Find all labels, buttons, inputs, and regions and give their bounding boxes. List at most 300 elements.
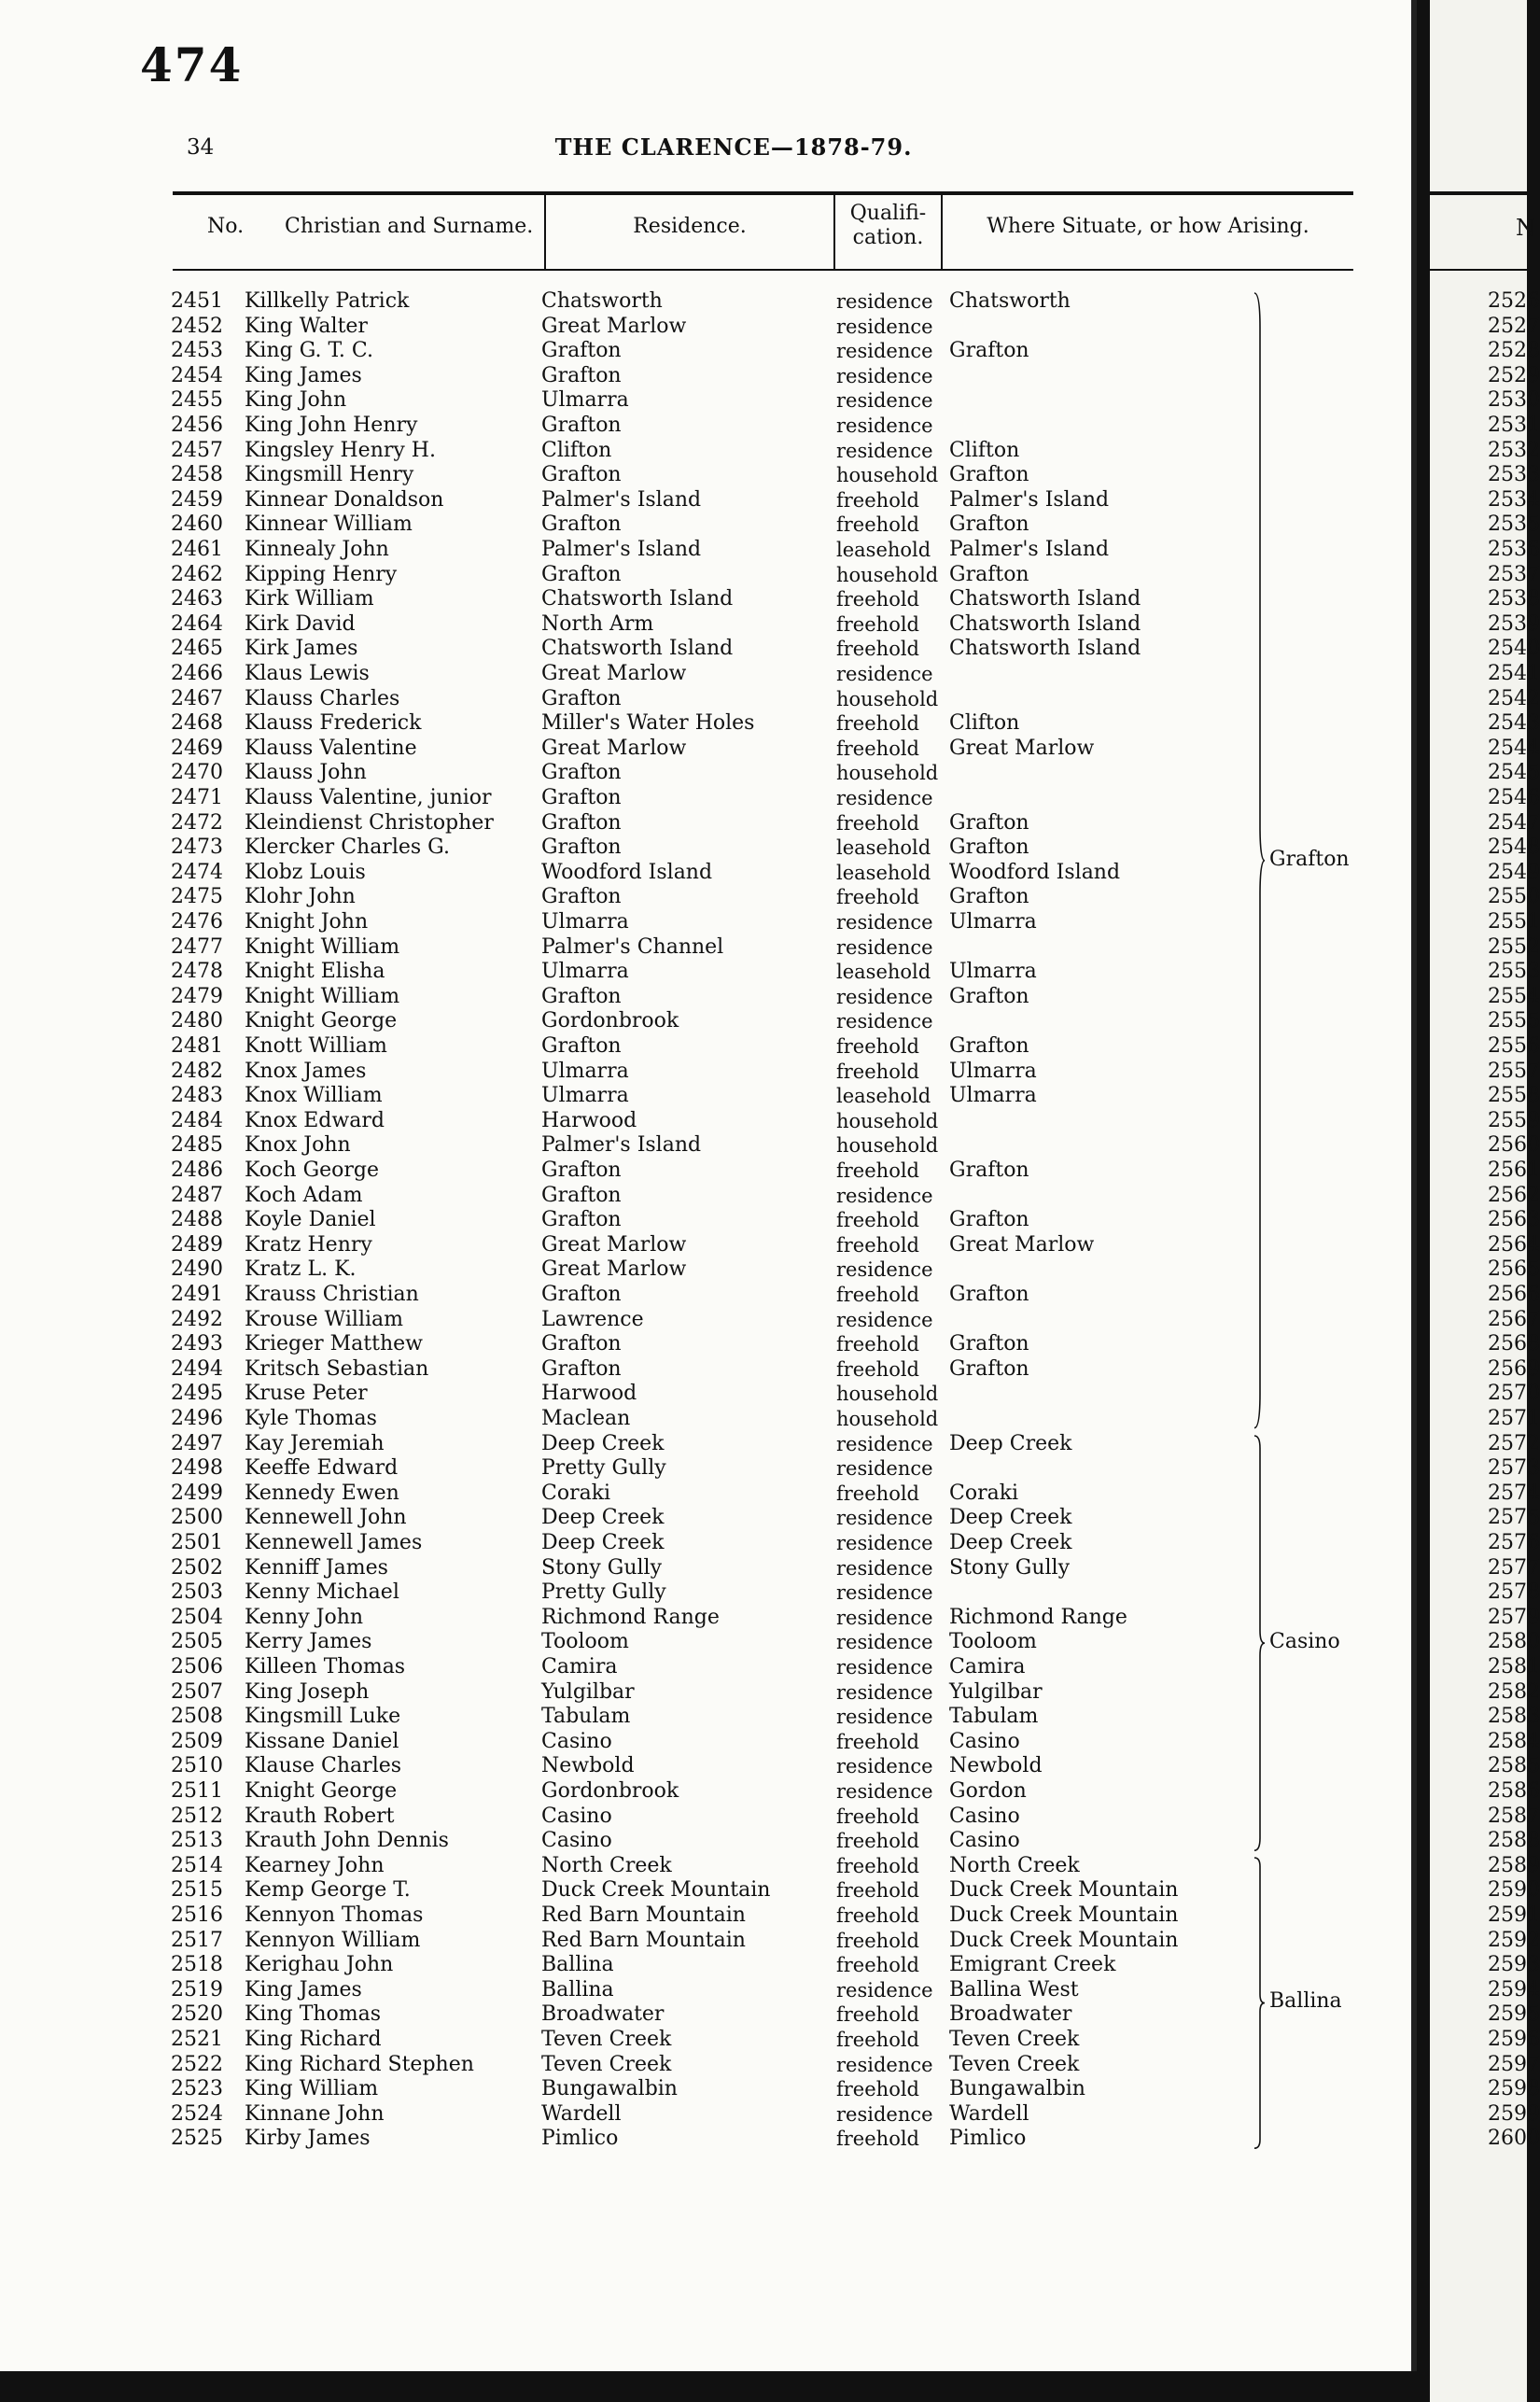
edge-bottom-rule: [1430, 269, 1527, 271]
residence: Grafton: [541, 363, 622, 387]
district-label: Casino: [1269, 1629, 1340, 1653]
qualification: freehold: [836, 1929, 919, 1952]
where-situate: Ulmarra: [949, 1059, 1037, 1083]
qualification: leasehold: [836, 1085, 931, 1108]
row-number: 2472: [171, 810, 223, 835]
where-situate: Gordon: [949, 1779, 1027, 1803]
elector-name: King William: [245, 2077, 379, 2101]
where-situate: Grafton: [949, 1208, 1029, 1232]
elector-name: Knox Edward: [245, 1108, 385, 1132]
elector-name: King Thomas: [245, 2002, 382, 2027]
qualification: household: [836, 1408, 939, 1430]
residence: Duck Creek Mountain: [541, 1878, 771, 1903]
edge-row-number: 2526: [1488, 289, 1540, 313]
row-number: 2466: [171, 662, 223, 685]
where-situate: Grafton: [949, 1332, 1029, 1356]
edge-row-number: 2529: [1488, 363, 1540, 387]
where-situate: Grafton: [949, 836, 1029, 860]
row-number: 2451: [171, 289, 223, 313]
row-number: 2486: [171, 1159, 223, 1182]
edge-row-number: 2595: [1488, 2002, 1540, 2027]
residence: Woodford Island: [541, 860, 713, 884]
qualification: freehold: [836, 612, 919, 636]
residence: Ulmarra: [541, 1059, 629, 1083]
elector-name: Knox John: [245, 1133, 351, 1158]
header-top-rule: [173, 191, 1353, 195]
qualification: freehold: [836, 2078, 919, 2101]
where-situate: Ulmarra: [949, 910, 1037, 934]
elector-name: Kirk David: [245, 611, 356, 636]
edge-row-number: 2592: [1488, 1928, 1540, 1952]
elector-name: Klaus Lewis: [245, 662, 370, 685]
header-where: Where Situate, or how Arising.: [987, 215, 1309, 238]
residence: North Arm: [541, 611, 654, 636]
qualification: household: [836, 1134, 939, 1158]
elector-name: Kinnane John: [245, 2101, 385, 2126]
residence: Pretty Gully: [541, 1580, 666, 1605]
edge-row-number: 2578: [1488, 1580, 1540, 1605]
row-number: 2518: [171, 1953, 223, 1977]
elector-name: Kipping Henry: [245, 562, 398, 586]
page-number: 474: [140, 37, 244, 92]
row-number: 2483: [171, 1084, 223, 1108]
row-number: 2525: [171, 2127, 223, 2151]
qualification: freehold: [836, 1035, 919, 1058]
qualification: household: [836, 1383, 939, 1406]
edge-row-number: 2568: [1488, 1332, 1540, 1356]
residence: Coraki: [541, 1481, 611, 1505]
elector-name: Kennewell James: [245, 1531, 423, 1554]
residence: Palmer's Island: [541, 538, 702, 561]
qualification: freehold: [836, 811, 919, 835]
elector-name: Kennedy Ewen: [245, 1481, 399, 1505]
elector-name: Kinnear William: [245, 513, 413, 537]
row-number: 2519: [171, 1977, 223, 2002]
qualification: freehold: [836, 1209, 919, 1232]
where-situate: Grafton: [949, 1034, 1029, 1058]
row-number: 2508: [171, 1705, 223, 1729]
edge-row-number: 2528: [1488, 339, 1540, 363]
edge-row-number: 2571: [1488, 1407, 1540, 1430]
where-situate: North Creek: [949, 1853, 1080, 1877]
row-number: 2507: [171, 1679, 223, 1704]
edge-row-number: 2587: [1488, 1804, 1540, 1828]
edge-row-number: 2589: [1488, 1853, 1540, 1877]
elector-name: Klauss Valentine, junior: [245, 786, 492, 809]
residence: Grafton: [541, 836, 622, 860]
edge-row-number: 2547: [1488, 810, 1540, 835]
where-situate: Deep Creek: [949, 1531, 1072, 1554]
residence: Wardell: [541, 2101, 622, 2126]
header-name: Christian and Surname.: [285, 215, 534, 238]
residence: Grafton: [541, 414, 622, 437]
residence: Clifton: [541, 438, 612, 462]
elector-name: Kratz Henry: [245, 1232, 372, 1257]
qualification: residence: [836, 1432, 933, 1455]
edge-row-number: 2551: [1488, 910, 1540, 934]
residence: Ulmarra: [541, 910, 629, 934]
where-situate: Grafton: [949, 463, 1029, 487]
qualification: residence: [836, 414, 933, 437]
residence: Red Barn Mountain: [541, 1928, 746, 1952]
row-number: 2476: [171, 910, 223, 934]
qualification: freehold: [836, 2003, 919, 2027]
district-brace: [1253, 293, 1266, 1428]
residence: Yulgilbar: [541, 1679, 635, 1704]
edge-row-number: 2561: [1488, 1159, 1540, 1182]
edge-row-number: 2573: [1488, 1456, 1540, 1481]
where-situate: Wardell: [949, 2101, 1029, 2126]
edge-row-number: 2593: [1488, 1953, 1540, 1977]
where-situate: Coraki: [949, 1481, 1019, 1505]
residence: Pretty Gully: [541, 1456, 666, 1481]
residence: Ballina: [541, 1977, 614, 2002]
row-number: 2512: [171, 1804, 223, 1828]
next-page-edge: [1430, 0, 1540, 2402]
elector-name: Killeen Thomas: [245, 1655, 406, 1679]
row-number: 2496: [171, 1407, 223, 1430]
residence: Pimlico: [541, 2127, 619, 2151]
residence: Grafton: [541, 513, 622, 537]
edge-row-number: 2559: [1488, 1108, 1540, 1132]
edge-row-number: 2558: [1488, 1084, 1540, 1108]
row-number: 2471: [171, 786, 223, 809]
qualification: freehold: [836, 1879, 919, 1903]
elector-name: Klauss Frederick: [245, 711, 422, 736]
row-number: 2495: [171, 1382, 223, 1406]
residence: Ballina: [541, 1953, 614, 1977]
qualification: freehold: [836, 513, 919, 537]
elector-name: King Walter: [245, 314, 368, 338]
where-situate: Tabulam: [949, 1705, 1039, 1729]
qualification: freehold: [836, 1482, 919, 1505]
where-situate: Bungawalbin: [949, 2077, 1085, 2101]
where-situate: Casino: [949, 1729, 1020, 1753]
qualification: residence: [836, 1631, 933, 1654]
where-situate: Emigrant Creek: [949, 1953, 1116, 1977]
qualification: freehold: [836, 2029, 919, 2051]
row-number: 2470: [171, 761, 223, 785]
elector-name: Kirk William: [245, 587, 374, 611]
residence: Gordonbrook: [541, 1779, 679, 1803]
qualification: freehold: [836, 1233, 919, 1257]
elector-name: Krauth John Dennis: [245, 1829, 449, 1853]
row-number: 2465: [171, 637, 223, 661]
edge-row-number: 2569: [1488, 1356, 1540, 1381]
edge-row-number: 2552: [1488, 934, 1540, 959]
row-number: 2522: [171, 2052, 223, 2076]
qualification: residence: [836, 1507, 933, 1530]
row-number: 2511: [171, 1779, 223, 1803]
edge-row-number: 2565: [1488, 1257, 1540, 1282]
edge-top-rule: [1430, 191, 1527, 195]
row-number: 2473: [171, 836, 223, 860]
elector-name: Kennyon Thomas: [245, 1903, 424, 1927]
edge-header: N: [1516, 215, 1535, 241]
where-situate: Ballina West: [949, 1977, 1079, 2002]
header-bottom-rule: [173, 269, 1353, 271]
edge-row-number: 2542: [1488, 686, 1540, 710]
elector-name: Klohr John: [245, 885, 356, 909]
where-situate: Newbold: [949, 1754, 1043, 1778]
row-number: 2490: [171, 1257, 223, 1282]
edge-row-number: 2562: [1488, 1183, 1540, 1207]
where-situate: Richmond Range: [949, 1605, 1127, 1629]
qualification: freehold: [836, 2128, 919, 2151]
residence: Camira: [541, 1655, 618, 1679]
where-situate: Clifton: [949, 711, 1020, 736]
elector-name: Kenny Michael: [245, 1580, 399, 1605]
row-number: 2493: [171, 1332, 223, 1356]
elector-name: Kinnealy John: [245, 538, 389, 561]
edge-row-number: 2581: [1488, 1655, 1540, 1679]
edge-row-number: 2534: [1488, 487, 1540, 512]
qualification: household: [836, 563, 939, 586]
where-situate: Teven Creek: [949, 2028, 1080, 2051]
where-situate: Grafton: [949, 513, 1029, 537]
residence: Palmer's Channel: [541, 934, 724, 959]
row-number: 2489: [171, 1232, 223, 1257]
row-number: 2461: [171, 538, 223, 561]
row-number: 2488: [171, 1208, 223, 1232]
elector-name: Kenniff James: [245, 1555, 388, 1580]
qualification: residence: [836, 290, 933, 313]
qualification: residence: [836, 1010, 933, 1033]
edge-row-number: 2539: [1488, 611, 1540, 636]
edge-row-number: 2576: [1488, 1531, 1540, 1554]
header-no: No.: [207, 215, 245, 238]
edge-row-number: 2531: [1488, 414, 1540, 437]
where-situate: Camira: [949, 1655, 1026, 1679]
elector-name: Knight George: [245, 1009, 398, 1033]
qualification: freehold: [836, 638, 919, 661]
where-situate: Great Marlow: [949, 736, 1095, 760]
row-number: 2520: [171, 2002, 223, 2027]
residence: Grafton: [541, 1208, 622, 1232]
district-label: Ballina: [1269, 1989, 1342, 2014]
residence: Teven Creek: [541, 2028, 672, 2051]
qualification: residence: [836, 1656, 933, 1679]
edge-row-number: 2535: [1488, 513, 1540, 537]
row-number: 2503: [171, 1580, 223, 1605]
where-situate: Casino: [949, 1829, 1020, 1853]
row-number: 2458: [171, 463, 223, 487]
elector-name: Knight John: [245, 910, 369, 934]
row-number: 2515: [171, 1878, 223, 1903]
residence: Stony Gully: [541, 1555, 662, 1580]
elector-name: King James: [245, 363, 362, 387]
qualification: residence: [836, 1532, 933, 1554]
where-situate: Ulmarra: [949, 960, 1037, 984]
edge-row-number: 2532: [1488, 438, 1540, 462]
edge-row-number: 2545: [1488, 761, 1540, 785]
residence: Great Marlow: [541, 314, 687, 338]
row-number: 2502: [171, 1555, 223, 1580]
residence: Casino: [541, 1729, 612, 1753]
elector-name: Kingsley Henry H.: [245, 438, 436, 462]
elector-name: Knight Elisha: [245, 960, 385, 984]
elector-name: Klauss Charles: [245, 686, 400, 710]
qualification: freehold: [836, 1805, 919, 1828]
row-number: 2479: [171, 984, 223, 1008]
row-number: 2500: [171, 1506, 223, 1530]
residence: Chatsworth Island: [541, 637, 734, 661]
qualification: household: [836, 464, 939, 487]
qualification: residence: [836, 985, 933, 1008]
row-number: 2509: [171, 1729, 223, 1753]
where-situate: Duck Creek Mountain: [949, 1878, 1179, 1903]
elector-name: Kerry James: [245, 1630, 372, 1654]
elector-name: Knox William: [245, 1084, 383, 1108]
edge-row-number: 2560: [1488, 1133, 1540, 1158]
where-situate: Casino: [949, 1804, 1020, 1828]
row-number: 2504: [171, 1605, 223, 1629]
row-number: 2480: [171, 1009, 223, 1033]
header-residence: Residence.: [633, 215, 747, 238]
edge-row-number: 2546: [1488, 786, 1540, 809]
residence: Deep Creek: [541, 1506, 665, 1530]
residence: Chatsworth Island: [541, 587, 734, 611]
edge-row-number: 2564: [1488, 1232, 1540, 1257]
row-number: 2459: [171, 487, 223, 512]
elector-name: Kingsmill Luke: [245, 1705, 401, 1729]
qualification: freehold: [836, 1954, 919, 1977]
edge-row-number: 2530: [1488, 388, 1540, 413]
elector-name: Krauss Christian: [245, 1283, 419, 1306]
qualification: residence: [836, 935, 933, 959]
row-number: 2467: [171, 686, 223, 710]
elector-name: Klercker Charles G.: [245, 836, 450, 860]
edge-row-number: 2567: [1488, 1307, 1540, 1331]
qualification: household: [836, 762, 939, 785]
elector-name: King John Henry: [245, 414, 418, 437]
row-number: 2477: [171, 934, 223, 959]
edge-row-number: 2575: [1488, 1506, 1540, 1530]
elector-name: Koch Adam: [245, 1183, 363, 1207]
elector-name: Krauth Robert: [245, 1804, 395, 1828]
edge-row-number: 2594: [1488, 1977, 1540, 2002]
edge-row-number: 2570: [1488, 1382, 1540, 1406]
where-situate: Broadwater: [949, 2002, 1072, 2027]
residence: Grafton: [541, 463, 622, 487]
qualification: freehold: [836, 488, 919, 512]
edge-row-number: 2555: [1488, 1009, 1540, 1033]
where-situate: Yulgilbar: [949, 1679, 1043, 1704]
elector-name: Krouse William: [245, 1307, 404, 1331]
elector-name: Knott William: [245, 1034, 387, 1058]
elector-name: Knight William: [245, 934, 400, 959]
residence: Palmer's Island: [541, 1133, 702, 1158]
residence: Chatsworth: [541, 289, 663, 313]
residence: North Creek: [541, 1853, 672, 1877]
elector-name: Klause Charles: [245, 1754, 402, 1778]
elector-name: Kritsch Sebastian: [245, 1356, 429, 1381]
residence: Great Marlow: [541, 662, 687, 685]
qualification: freehold: [836, 886, 919, 909]
elector-name: King John: [245, 388, 347, 413]
elector-name: King Richard: [245, 2028, 382, 2051]
qualification: household: [836, 1109, 939, 1132]
qualification: household: [836, 687, 939, 710]
running-title: THE CLARENCE—1878-79.: [554, 133, 913, 161]
edge-row-number: 2591: [1488, 1903, 1540, 1927]
edge-row-number: 2556: [1488, 1034, 1540, 1058]
residence: Maclean: [541, 1407, 631, 1430]
row-number: 2469: [171, 736, 223, 760]
where-situate: Ulmarra: [949, 1084, 1037, 1108]
edge-row-number: 2582: [1488, 1679, 1540, 1704]
qualification: residence: [836, 315, 933, 338]
edge-row-number: 2553: [1488, 960, 1540, 984]
residence: Tabulam: [541, 1705, 631, 1729]
edge-row-number: 2586: [1488, 1779, 1540, 1803]
residence: Grafton: [541, 1183, 622, 1207]
residence: Red Barn Mountain: [541, 1903, 746, 1927]
residence: Grafton: [541, 686, 622, 710]
residence: Grafton: [541, 1159, 622, 1182]
where-situate: Chatsworth Island: [949, 637, 1141, 661]
residence: Ulmarra: [541, 388, 629, 413]
row-number: 2455: [171, 388, 223, 413]
elector-name: King James: [245, 1977, 362, 2002]
qualification: freehold: [836, 1333, 919, 1356]
where-situate: Grafton: [949, 1356, 1029, 1381]
elector-name: King Joseph: [245, 1679, 370, 1704]
elector-name: Klauss Valentine: [245, 736, 417, 760]
elector-name: Knight William: [245, 984, 400, 1008]
where-situate: Tooloom: [949, 1630, 1037, 1654]
qualification: residence: [836, 1556, 933, 1580]
row-number: 2482: [171, 1059, 223, 1083]
row-number: 2498: [171, 1456, 223, 1481]
residence: Grafton: [541, 1034, 622, 1058]
edge-row-number: 2600: [1488, 2127, 1540, 2151]
edge-row-number: 2536: [1488, 538, 1540, 561]
where-situate: Deep Creek: [949, 1506, 1072, 1530]
qualification: residence: [836, 364, 933, 387]
where-situate: Chatsworth: [949, 289, 1071, 313]
edge-row-number: 2596: [1488, 2028, 1540, 2051]
residence: Grafton: [541, 761, 622, 785]
edge-row-number: 2548: [1488, 836, 1540, 860]
residence: Great Marlow: [541, 1232, 687, 1257]
residence: Grafton: [541, 339, 622, 363]
qualification: freehold: [836, 1159, 919, 1182]
elector-name: Kay Jeremiah: [245, 1431, 385, 1455]
elector-name: Kratz L. K.: [245, 1257, 357, 1282]
edge-row-number: 2533: [1488, 463, 1540, 487]
edge-row-number: 2580: [1488, 1630, 1540, 1654]
row-number: 2463: [171, 587, 223, 611]
residence: Lawrence: [541, 1307, 644, 1331]
header-qualification: Qualifi- cation.: [849, 202, 927, 249]
row-number: 2513: [171, 1829, 223, 1853]
where-situate: Duck Creek Mountain: [949, 1928, 1179, 1952]
residence: Grafton: [541, 562, 622, 586]
elector-name: Kleindienst Christopher: [245, 810, 494, 835]
where-situate: Teven Creek: [949, 2052, 1080, 2076]
elector-name: King Richard Stephen: [245, 2052, 474, 2076]
elector-name: Kenny John: [245, 1605, 364, 1629]
residence: Broadwater: [541, 2002, 665, 2027]
edge-row-number: 2527: [1488, 314, 1540, 338]
elector-name: Kennewell John: [245, 1506, 407, 1530]
elector-name: Killkelly Patrick: [245, 289, 410, 313]
elector-name: Koch George: [245, 1159, 380, 1182]
qualification: residence: [836, 663, 933, 685]
row-number: 2501: [171, 1531, 223, 1554]
qualification: residence: [836, 1581, 933, 1605]
